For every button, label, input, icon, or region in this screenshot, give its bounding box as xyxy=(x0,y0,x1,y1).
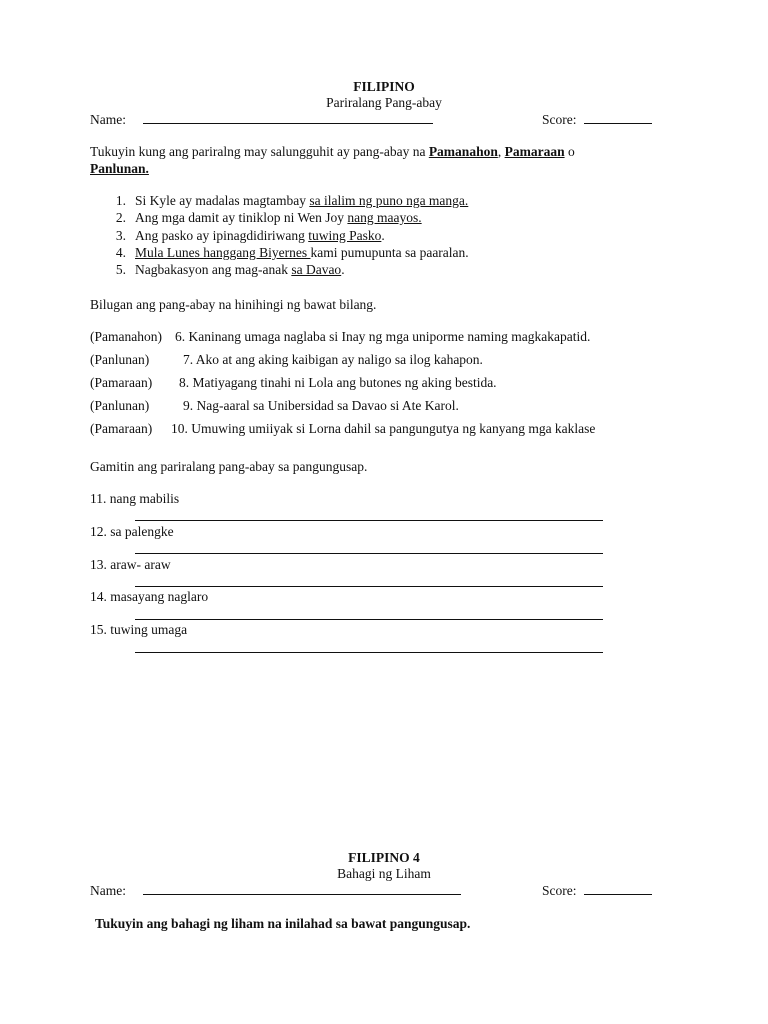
item-text: Nagbakasyon ang mag-anak xyxy=(135,262,292,278)
sentence-prompt: 13. araw- araw xyxy=(90,557,171,572)
circle-item-text: 6. Kaninang umaga naglaba si Inay ng mga uniporme naming magkakapatid. xyxy=(175,329,591,344)
item-number: 2. xyxy=(115,210,126,226)
name-blank xyxy=(143,111,433,124)
circle-item-text: 8. Matiyagang tinahi ni Lola ang butones ng aking bestida. xyxy=(179,375,497,390)
circle-item-text: 7. Ako at ang aking kaibigan ay naligo sa ilog kahapon. xyxy=(183,352,483,367)
sentence-prompt: 14. masayang naglaro xyxy=(90,589,209,604)
item-number: 1. xyxy=(115,193,126,208)
answer-line[interactable] xyxy=(135,652,603,653)
worksheet2-subtitle: Bahagi ng Liham xyxy=(337,866,431,881)
score-blank xyxy=(584,882,652,895)
instruction-paragraph xyxy=(90,144,678,161)
category-label: (Pamaraan) xyxy=(90,375,153,390)
answer-line[interactable] xyxy=(135,619,603,620)
underlined-phrase: tuwing Pasko xyxy=(308,227,382,243)
underlined-phrase: sa ilalim ng puno nga manga. xyxy=(309,193,469,208)
score-blank xyxy=(584,111,652,124)
score-label: Score: xyxy=(542,112,577,127)
category-label: (Pamanahon) xyxy=(90,329,162,344)
answer-line[interactable] xyxy=(135,520,603,521)
item-text-end: . xyxy=(341,262,345,278)
worksheet-subtitle: Pariralang Pang-abay xyxy=(326,95,442,110)
score-field xyxy=(542,882,652,900)
category-label: (Panlunan) xyxy=(90,352,150,367)
sentence-prompt: 11. nang mabilis xyxy=(90,491,180,506)
instruction-separator: , xyxy=(497,144,505,159)
instruction-circle: Bilugan ang pang-abay na hinihingi ng bawat bilang. xyxy=(90,297,377,312)
instruction-sentence: Gamitin ang pariralang pang-abay sa pangungusap. xyxy=(90,459,368,474)
item-text-end: . xyxy=(381,227,385,243)
item-number: 5. xyxy=(115,262,126,278)
worksheet2-title: FILIPINO 4 xyxy=(348,850,420,865)
answer-line[interactable] xyxy=(135,553,603,554)
category-label: (Pamaraan) xyxy=(90,421,153,436)
name-field xyxy=(90,111,433,129)
answer-line[interactable] xyxy=(135,586,603,587)
category-label: (Panlunan) xyxy=(90,398,150,413)
name-blank xyxy=(143,882,461,895)
name-label: Name: xyxy=(90,883,126,898)
item-text: Ang mga damit ay tiniklop ni Wen Joy xyxy=(135,210,348,226)
underlined-phrase: Mula Lunes hanggang Biyernes xyxy=(135,244,311,260)
term-pamaraan: Pamaraan xyxy=(504,144,565,159)
instruction-text: Tukuyin kung ang pariralng may salungguhit ay pang-abay na xyxy=(90,144,429,159)
circle-item-text: 10. Umuwing umiiyak si Lorna dahil sa pangungutya ng kanyang mga kaklase xyxy=(171,421,596,436)
circle-item-text: 9. Nag-aaral sa Unibersidad sa Davao si Ate Karol. xyxy=(183,398,459,413)
instruction-text-or: o xyxy=(564,144,575,159)
underlined-phrase: sa Davao xyxy=(291,262,342,278)
item-text-end: kami pumupunta sa paaralan. xyxy=(310,244,469,260)
name-label: Name: xyxy=(90,112,126,127)
sentence-prompt: 12. sa palengke xyxy=(90,524,174,539)
name-field xyxy=(90,882,461,900)
instruction-letter-parts: Tukuyin ang bahagi ng liham na inilahad sa bawat pangungusap. xyxy=(95,916,471,931)
item-number: 3. xyxy=(115,227,126,243)
score-field xyxy=(542,111,652,129)
item-text: Si Kyle ay madalas magtambay xyxy=(135,193,310,208)
score-label: Score: xyxy=(542,883,577,898)
worksheet-title: FILIPINO xyxy=(353,79,415,94)
item-text: Ang pasko ay ipinagdidiriwang xyxy=(135,227,309,243)
item-number: 4. xyxy=(115,244,126,260)
term-panlunan: Panlunan. xyxy=(90,161,149,176)
underlined-phrase: nang maayos. xyxy=(347,210,422,226)
term-pamanahon: Pamanahon xyxy=(428,144,498,159)
sentence-prompt: 15. tuwing umaga xyxy=(90,622,188,637)
